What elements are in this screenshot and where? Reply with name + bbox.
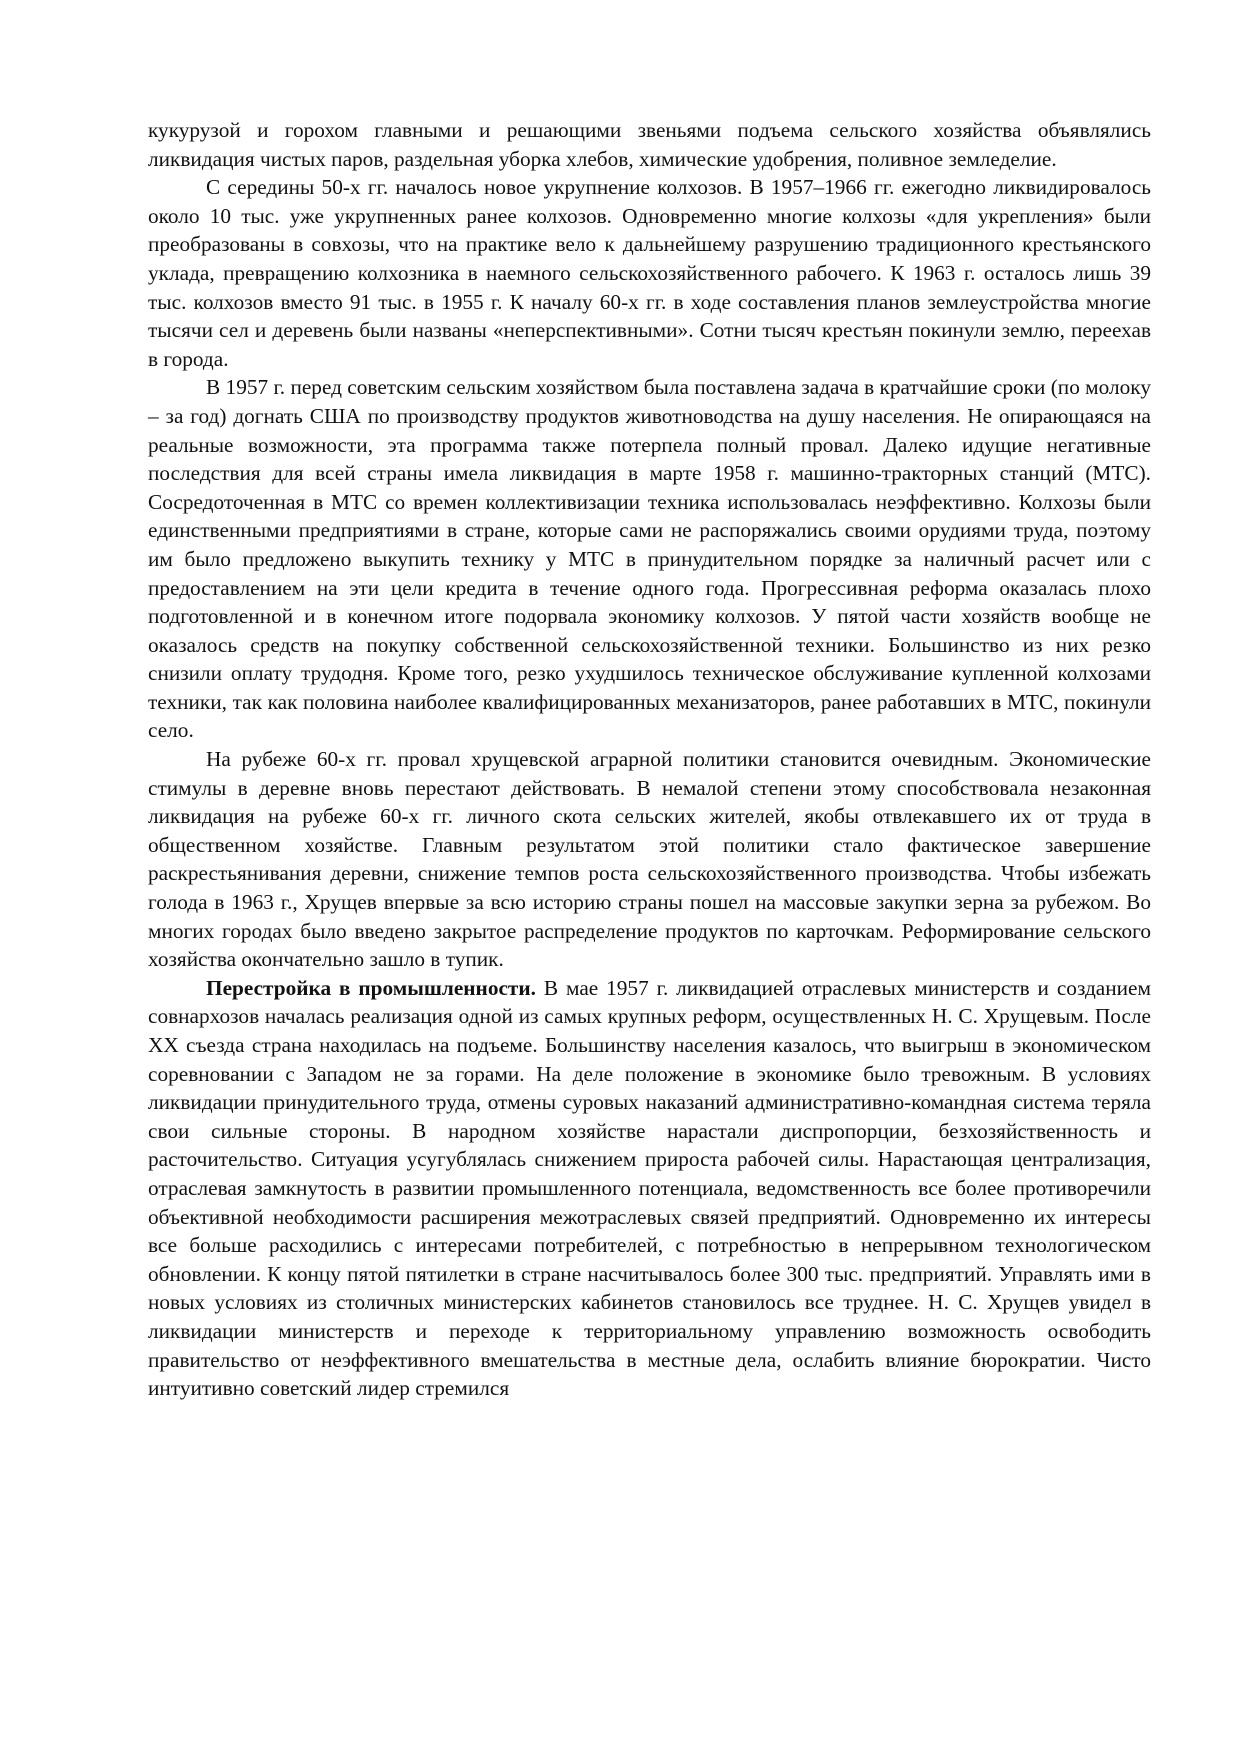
paragraph-4: [148, 745, 1151, 974]
paragraph-2: [148, 173, 1151, 373]
paragraph-2-text: С середины 50-х гг. началось новое укрупнение колхозов. В 1957–1966 гг. ежегодно ликвидировалось около 10 тыс. уже укрупненных ранее колхозов. Одновременно многие колхозы «для укрепления» были преобразованы в совхозы, что на практике вело к дальнейшему разрушению традиционного крестьянского уклада, превращению колхозника в наемного сельскохозяйственного рабочего. К 1963 г. осталось лишь 39 тыс. колхозов вместо 91 тыс. в 1955 г. К началу 60-х гг. в ходе составления планов землеустройства многие тысячи сел и деревень были названы «неперспективными». Сотни тысяч крестьян покинули землю, переехав в города.: [148, 175, 1151, 371]
paragraph-4-text: На рубеже 60-х гг. провал хрущевской аграрной политики становится очевидным. Экономические стимулы в деревне вновь перестают действовать. В немалой степени этому способствовала незаконная ликвидация на рубеже 60-х гг. личного скота сельских жителей, якобы отвлекавшего их от труда в общественном хозяйстве. Главным результатом этой политики стало фактическое завершение раскрестьянивания деревни, снижение темпов роста сельскохозяйственного производства. Чтобы избежать голода в 1963 г., Хрущев впервые за всю историю страны пошел на массовые закупки зерна за рубежом. Во многих городах было введено закрытое распределение продуктов по карточкам. Реформирование сельского хозяйства окончательно зашло в тупик.: [148, 747, 1151, 972]
paragraph-5-text: В мае 1957 г. ликвидацией отраслевых министерств и созданием совнархозов началась реализация одной из самых крупных реформ, осуществленных Н. С. Хрущевым. После XX съезда страна находилась на подъеме. Большинству населения казалось, что выигрыш в экономическом соревновании с Западом не за горами. На деле положение в экономике было тревожным. В условиях ликвидации принудительного труда, отмены суровых наказаний административно-командная система теряла свои сильные стороны. В народном хозяйстве нарастали диспропорции, безхозяйственность и расточительство. Ситуация усугублялась снижением прироста рабочей силы. Нарастающая централизация, отраслевая замкнутость в развитии промышленного потенциала, ведомственность все более противоречили объективной необходимости расширения межотраслевых связей предприятий. Одновременно их интересы все больше расходились с интересами потребителей, с потребностью в непрерывном технологическом обновлении. К концу пятой пятилетки в стране насчитывалось более 300 тыс. предприятий. Управлять ими в новых условиях из столичных министерских кабинетов становилось все труднее. Н. С. Хрущев увидел в ликвидации министерств и переходе к территориальному управлению возможность освободить правительство от неэффективного вмешательства в местные дела, ослабить влияние бюрократии. Чисто интуитивно советский лидер стремился: [148, 975, 1151, 1401]
paragraph-5: [148, 974, 1151, 1403]
paragraph-3: [148, 373, 1151, 745]
document-page: [148, 116, 1151, 1403]
paragraph-1-text: кукурузой и горохом главными и решающими звеньями подъема сельского хозяйства объявлялись ликвидация чистых паров, раздельная уборка хлебов, химические удобрения, поливное земледелие.: [148, 118, 1151, 171]
paragraph-3-text: В 1957 г. перед советским сельским хозяйством была поставлена задача в кратчайшие сроки (по молоку – за год) догнать США по производству продуктов животноводства на душу населения. Не опирающаяся на реальные возможности, эта программа также потерпела полный провал. Далеко идущие негативные последствия для всей страны имела ликвидация в марте 1958 г. машинно-тракторных станций (МТС). Сосредоточенная в МТС со времен коллективизации техника использовалась неэффективно. Колхозы были единственными предприятиями в стране, которые сами не распоряжались своими орудиями труда, поэтому им было предложено выкупить технику у МТС в принудительном порядке за наличный расчет или с предоставлением на эти цели кредита в течение одного года. Прогрессивная реформа оказалась плохо подготовленной и в конечном итоге подорвала экономику колхозов. У пятой части хозяйств вообще не оказалось средств на покупку собственной сельскохозяйственной техники. Большинство из них резко снизили оплату трудодня. Кроме того, резко ухудшилось техническое обслуживание купленной колхозами техники, так как половина наиболее квалифицированных механизаторов, ранее работавших в МТС, покинули село.: [148, 375, 1151, 743]
paragraph-1: [148, 116, 1151, 173]
section-heading-industry: Перестройка в промышленности.: [206, 975, 536, 1000]
